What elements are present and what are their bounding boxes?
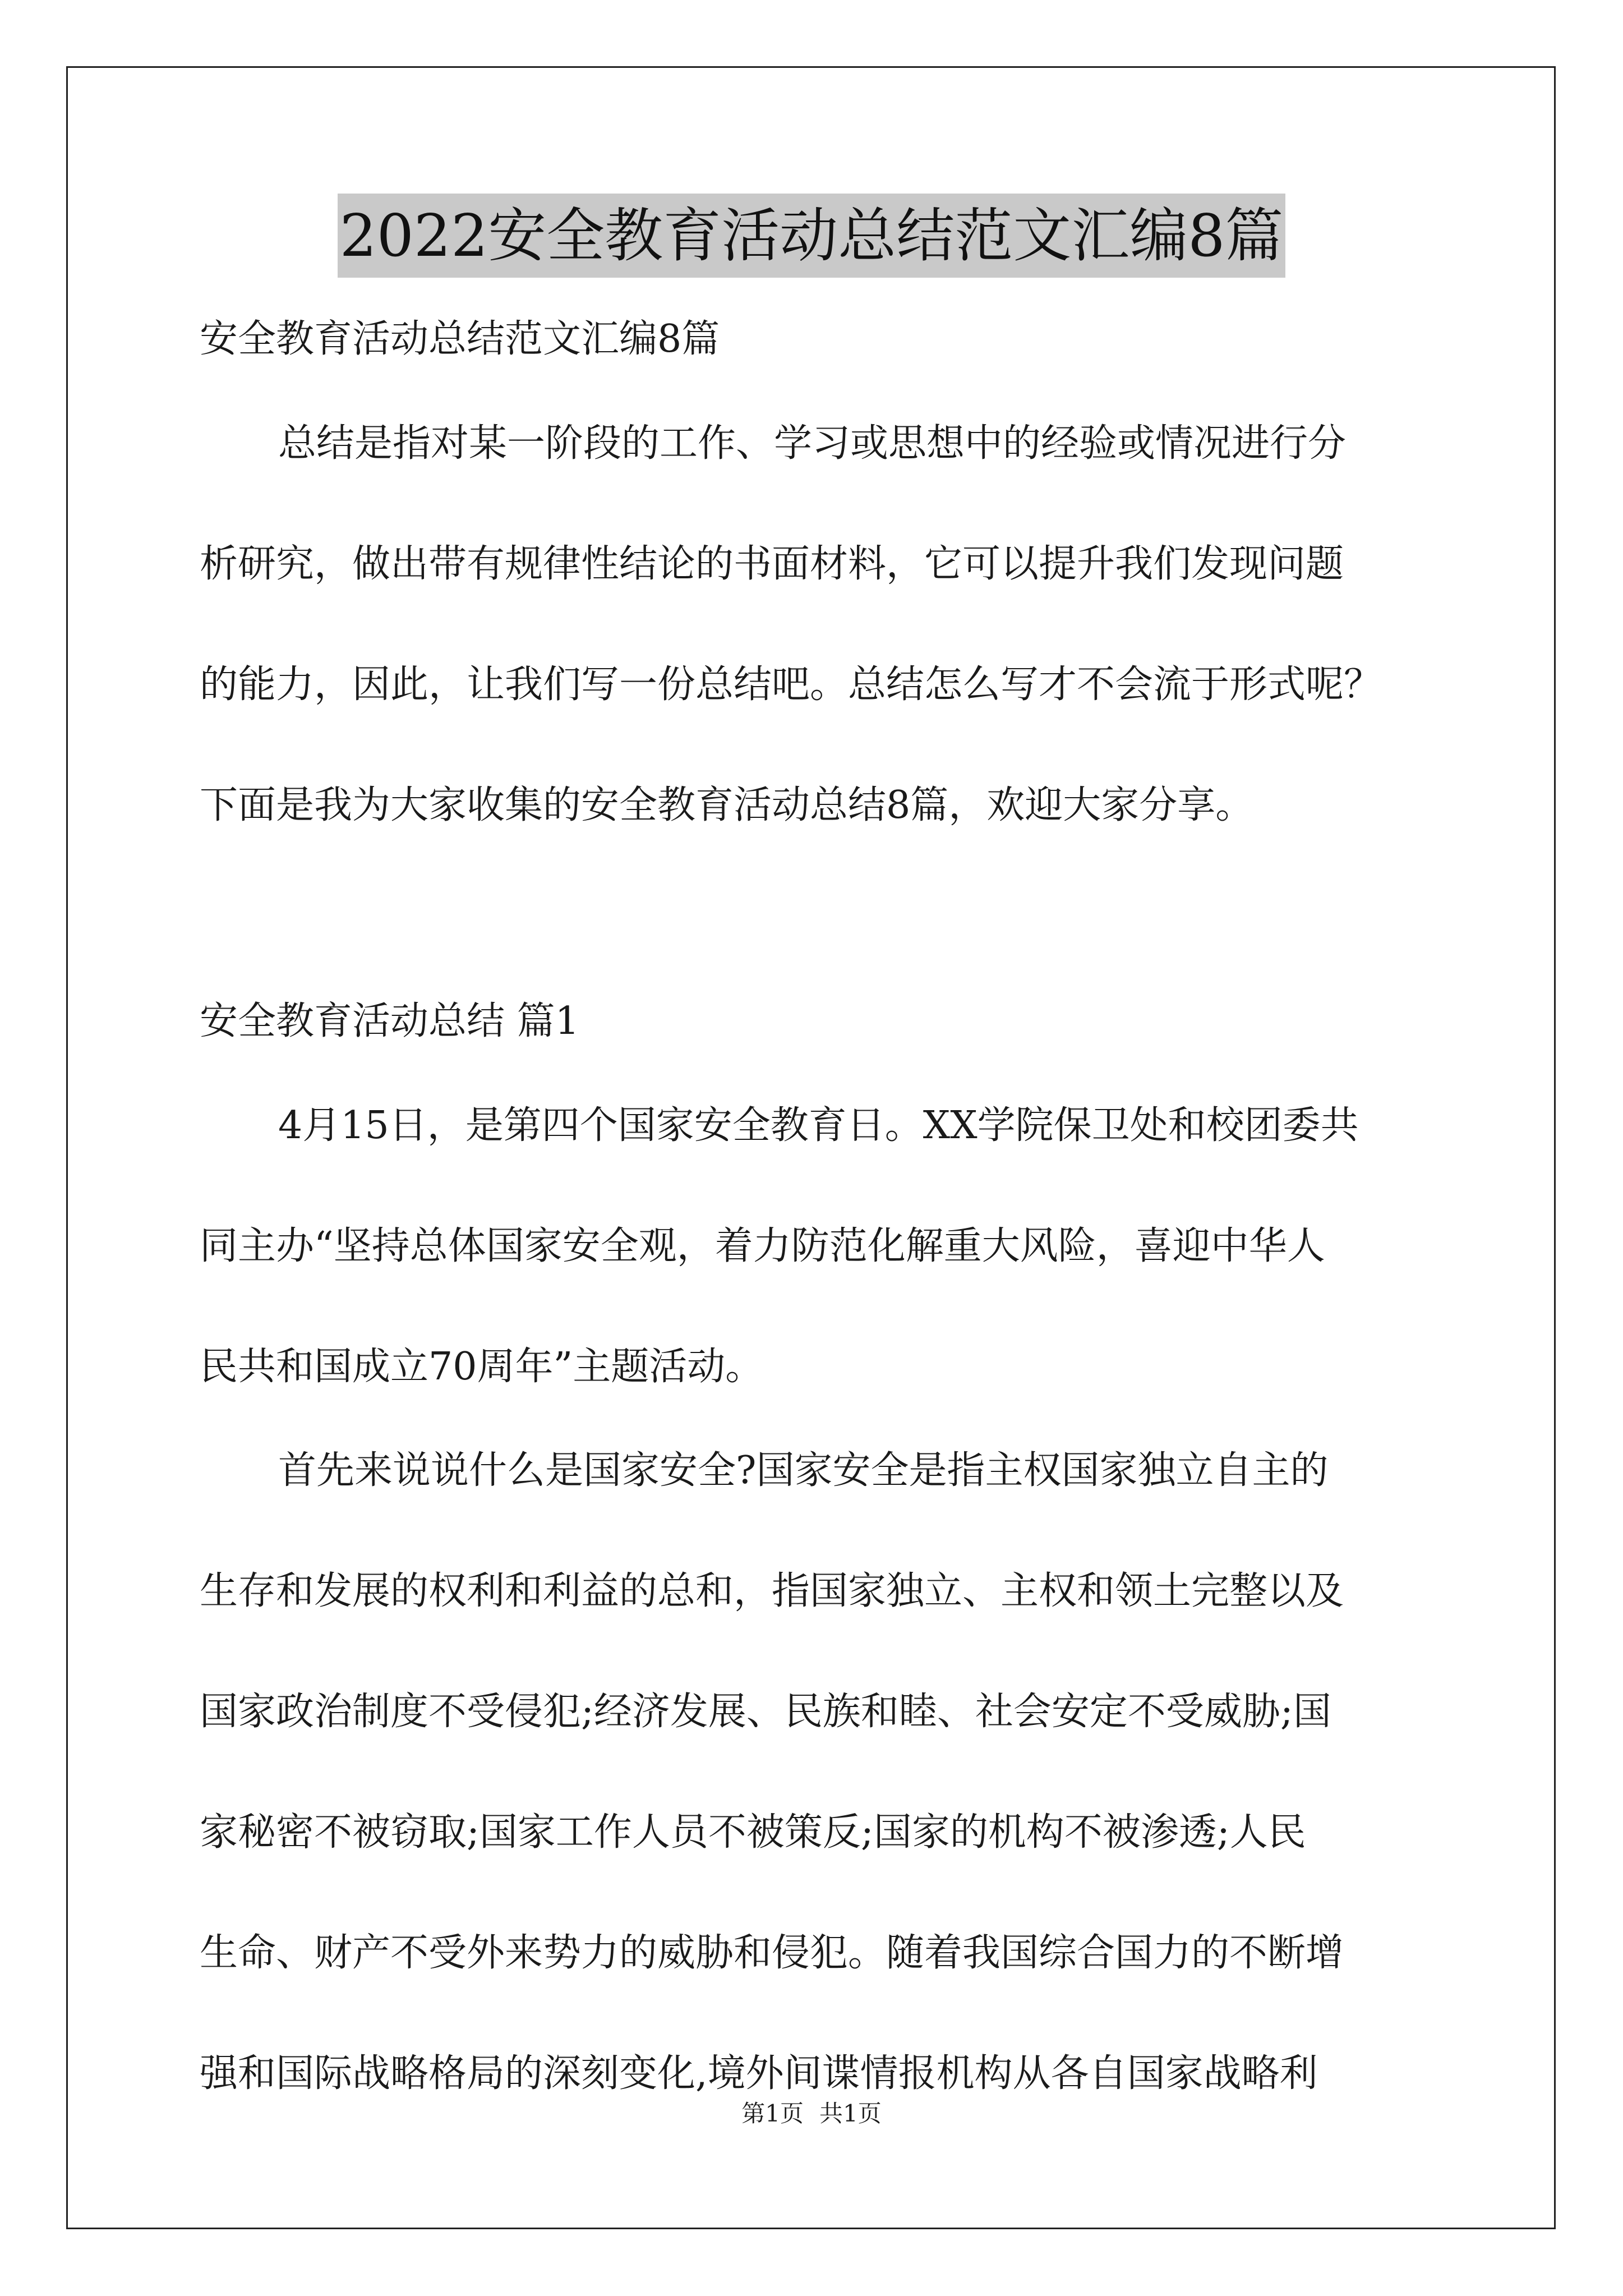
para2-line-1: 首先来说说什么是国家安全?国家安全是指主权国家独立自主的 [278, 1448, 1329, 1493]
intro-line-4: 下面是我为大家收集的安全教育活动总结8篇，欢迎大家分享。 [200, 783, 1254, 827]
page-total: 共1页 [819, 2100, 882, 2127]
intro-line-2: 析研究，做出带有规律性结论的书面材料，它可以提升我们发现问题 [200, 542, 1344, 586]
para2-line-4: 家秘密不被窃取;国家工作人员不被策反;国家的机构不被渗透;人民 [200, 1810, 1306, 1855]
para1-line-2: 同主办“坚持总体国家安全观，着力防范化解重大风险，喜迎中华人 [200, 1224, 1325, 1268]
para2-line-2: 生存和发展的权利和利益的总和，指国家独立、主权和领土完整以及 [200, 1569, 1344, 1613]
para2-line-6: 强和国际战略格局的深刻变化,境外间谍情报机构从各自国家战略利 [200, 2051, 1318, 2096]
intro-line-3: 的能力，因此，让我们写一份总结吧。总结怎么写才不会流于形式呢？ [200, 662, 1382, 707]
document-title [0, 194, 1623, 278]
page-footer [0, 2097, 1623, 2131]
subtitle: 安全教育活动总结范文汇编8篇 [200, 317, 720, 361]
section-heading: 安全教育活动总结 篇1 [200, 999, 579, 1043]
para1-line-3: 民共和国成立70周年”主题活动。 [200, 1345, 764, 1389]
page-number: 第1页 [741, 2100, 804, 2127]
para2-line-5: 生命、财产不受外来势力的威胁和侵犯。随着我国综合国力的不断增 [200, 1931, 1344, 1975]
para1-line-1: 4月15日，是第四个国家安全教育日。XX学院保卫处和校团委共 [278, 1103, 1359, 1148]
para2-line-3: 国家政治制度不受侵犯;经济发展、民族和睦、社会安定不受威胁;国 [200, 1690, 1331, 1734]
intro-line-1: 总结是指对某一阶段的工作、学习或思想中的经验或情况进行分 [278, 421, 1347, 466]
document-title-text: 2022安全教育活动总结范文汇编8篇 [338, 194, 1286, 278]
